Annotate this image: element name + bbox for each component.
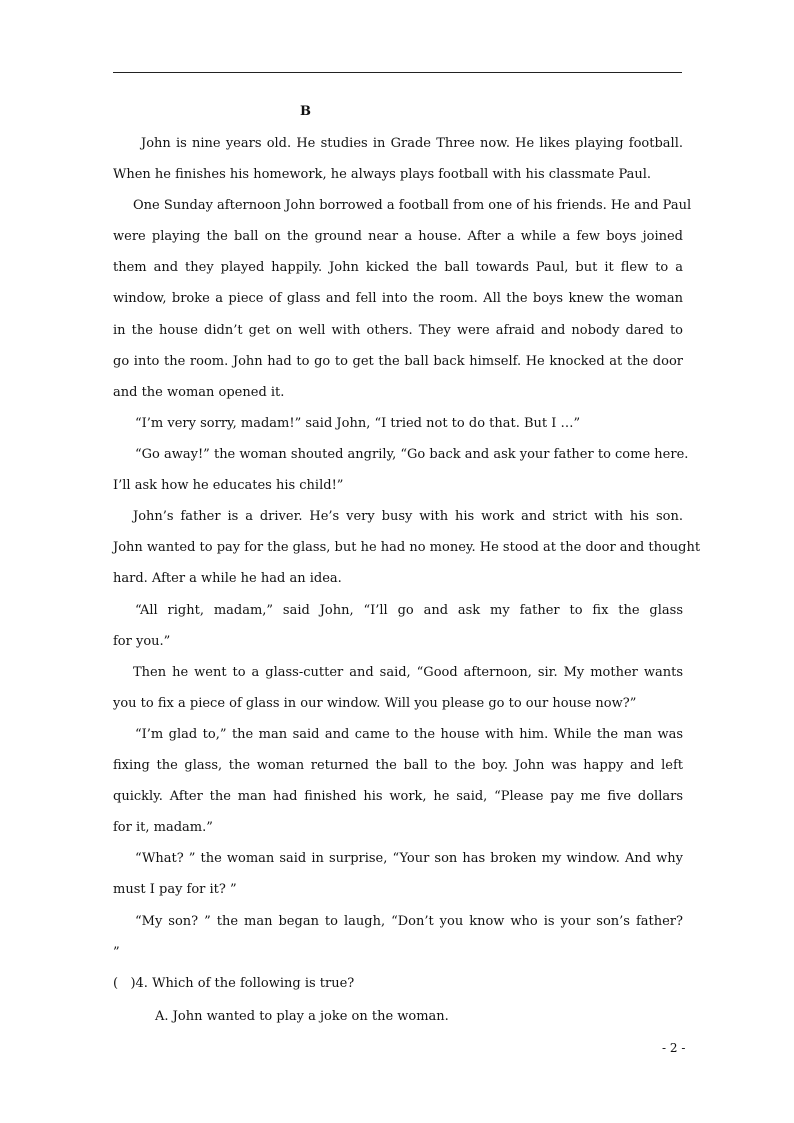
paragraph: [113, 408, 683, 439]
page-number: - 2 -: [662, 1041, 686, 1055]
paragraph-line: “Go away!” the woman shouted angrily, “Go back and ask your father to come here.: [135, 447, 689, 462]
paragraph: [113, 657, 683, 719]
paragraph: [113, 501, 701, 594]
paragraph-line: John is nine years old. He studies in Grade Three now. He likes playing football.: [141, 136, 683, 151]
paragraph-line: One Sunday afternoon John borrowed a football from one of his friends. He and Paul: [133, 198, 692, 214]
paragraph-line: “I’m very sorry, madam!” said John, “I tried not to do that. But I …”: [135, 415, 581, 431]
paragraph: [113, 439, 689, 501]
question-stem: ( )4. Which of the following is true?: [113, 976, 355, 991]
paragraph-line: go into the room. John had to go to get the ball back himself. He knocked at the door: [113, 353, 683, 369]
paragraph-line: John wanted to pay for the glass, but he had no money. He stood at the door and thought: [113, 540, 701, 556]
paragraph: [113, 906, 683, 968]
paragraph-line: I’ll ask how he educates his child!”: [113, 478, 344, 494]
paragraph-line: “All right, madam,” said John, “I’ll go and ask my father to fix the glass: [135, 602, 683, 618]
paragraph-line: “I’m glad to,” the man said and came to the house with him. While the man was: [135, 726, 683, 742]
paragraph-line: ”: [113, 944, 120, 960]
paragraph-line: you to fix a piece of glass in our window. Will you please go to our house now?”: [113, 695, 637, 711]
paragraph-line: When he finishes his homework, he always plays football with his classmate Paul.: [113, 167, 652, 183]
answer-option-a: A. John wanted to play a joke on the woman.: [155, 1009, 449, 1024]
paragraph: [113, 595, 683, 657]
paragraph-line: window, broke a piece of glass and fell into the room. All the boys knew the woman: [113, 291, 683, 307]
paragraph-line: “What? ” the woman said in surprise, “Your son has broken my window. And why: [135, 851, 683, 867]
paragraph-line: fixing the glass, the woman returned the ball to the boy. John was happy and left: [113, 757, 683, 773]
paragraph-line: and the woman opened it.: [113, 384, 285, 400]
paragraph-line: quickly. After the man had finished his work, he said, “Please pay me five dollars: [113, 789, 683, 805]
section-heading: B: [300, 104, 311, 119]
paragraph-line: Then he went to a glass-cutter and said, “Good afternoon, sir. My mother wants: [133, 664, 683, 680]
paragraph: [113, 128, 683, 190]
paragraph-line: them and they played happily. John kicked the ball towards Paul, but it flew to a: [113, 260, 683, 276]
paragraph-line: were playing the ball on the ground near a house. After a while a few boys joined: [113, 229, 683, 245]
paragraph: [113, 190, 692, 408]
paragraph: [113, 843, 683, 905]
paragraph-line: John’s father is a driver. He’s very busy with his work and strict with his son.: [133, 509, 683, 525]
paragraph: [113, 719, 683, 843]
paragraph-line: for it, madam.”: [113, 820, 213, 836]
paragraph-line: in the house didn’t get on well with others. They were afraid and nobody dared to: [113, 322, 683, 338]
paragraph-line: for you.”: [113, 633, 171, 649]
paragraph-line: hard. After a while he had an idea.: [113, 571, 342, 587]
paragraph-line: “My son? ” the man began to laugh, “Don’t you know who is your son’s father?: [135, 913, 683, 929]
header-rule: [113, 72, 682, 73]
paragraph-line: must I pay for it? ”: [113, 882, 237, 898]
